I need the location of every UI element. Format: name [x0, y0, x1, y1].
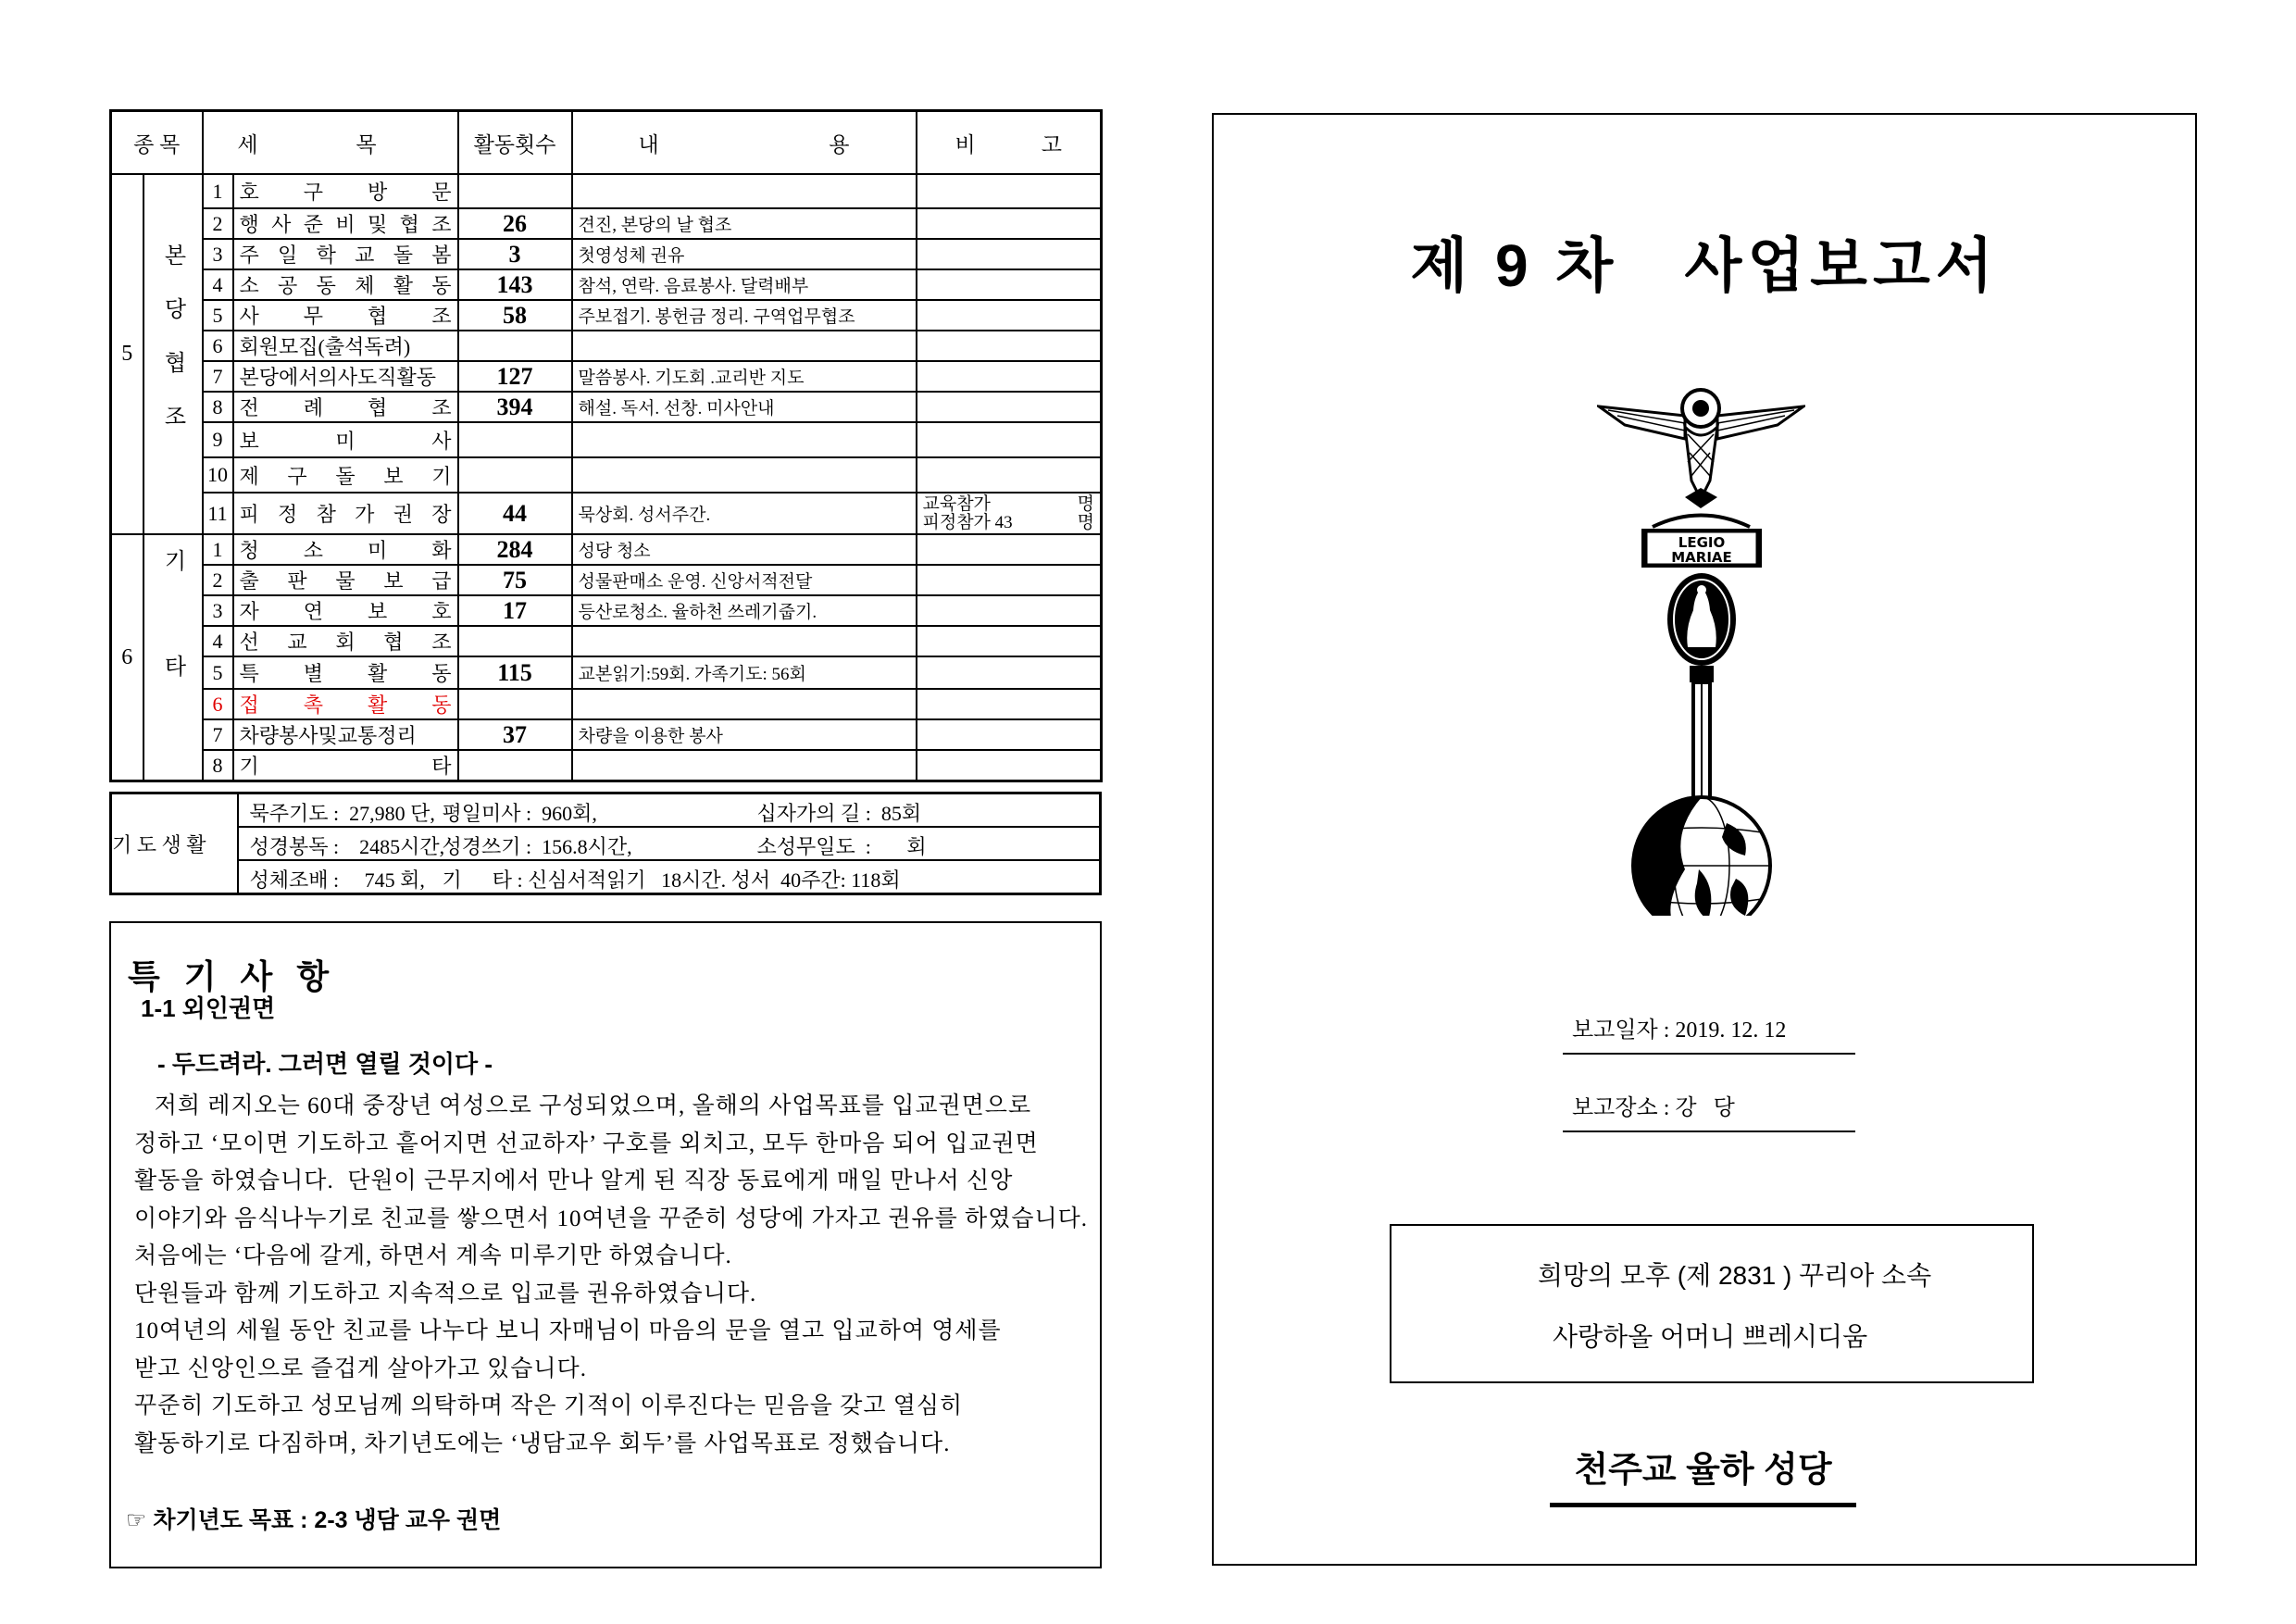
row-count: 75	[458, 565, 572, 595]
row-content	[572, 331, 917, 361]
row-count: 37	[458, 719, 572, 750]
table-row	[111, 534, 1102, 565]
notes-line: 꾸준히 기도하고 성모님께 의탁하며 작은 기적이 이루진다는 믿음을 갖고 열심히	[134, 1393, 964, 1418]
row-note	[917, 689, 1102, 719]
row-item: 출 판 물 보 급	[233, 565, 458, 595]
row-index: 10	[203, 457, 233, 493]
row-note	[917, 269, 1102, 300]
report-title: 제 9 차 사업보고서	[1410, 232, 1999, 299]
row-note	[917, 626, 1102, 656]
table-row	[111, 457, 1102, 493]
header-count: 활동횟수	[458, 111, 572, 175]
row-count	[458, 331, 572, 361]
row-content: 참석, 연락. 음료봉사. 달력배부	[572, 269, 917, 300]
row-count	[458, 750, 572, 781]
row-count: 394	[458, 392, 572, 422]
table-row	[111, 595, 1102, 626]
prayer-stat: 성경봉독 : 2485시간,	[249, 835, 445, 858]
row-item: 선 교 회 협 조	[233, 626, 458, 656]
table-row	[111, 689, 1102, 719]
activity-table	[109, 109, 1103, 782]
row-note	[917, 300, 1102, 331]
prayer-stat: 묵주기도 : 27,980 단,	[249, 802, 435, 825]
row-index: 4	[203, 269, 233, 300]
notes-line: 이야기와 음식나누기로 친교를 쌓으면서 10여년을 꾸준히 성당에 가자고 권유를 하였습니다.	[134, 1206, 1089, 1231]
table-row	[111, 565, 1102, 595]
row-note	[917, 457, 1102, 493]
row-content	[572, 457, 917, 493]
notes-line: 받고 신앙인으로 즐겁게 살아가고 있습니다.	[134, 1355, 587, 1381]
header-item: 세 목	[203, 111, 458, 175]
row-note	[917, 719, 1102, 750]
table-header	[111, 111, 1102, 175]
notes-line: 저희 레지오는 60대 중장년 여성으로 구성되었으며, 올해의 사업목표를 입교권면으로	[134, 1093, 1032, 1118]
row-content	[572, 750, 917, 781]
table-row	[111, 300, 1102, 331]
prayer-cell	[238, 827, 1101, 860]
row-item: 호 구 방 문	[233, 174, 458, 208]
header-content: 내 용	[572, 111, 917, 175]
row-content	[572, 626, 917, 656]
row-count	[458, 626, 572, 656]
group-name	[144, 174, 203, 534]
row-index: 8	[203, 392, 233, 422]
row-index: 1	[203, 174, 233, 208]
svg-text:MARIAE: MARIAE	[1671, 549, 1732, 566]
group-number: 5	[111, 174, 144, 534]
notes-body	[134, 1088, 1106, 1463]
row-note	[917, 392, 1102, 422]
legio-mariae-emblem-icon	[1597, 388, 1805, 916]
notes-line: 활동하기로 다짐하며, 차기년도에는 ‘냉담교우 회두’를 사업목표로 정했습니다.	[134, 1430, 951, 1456]
report-place: 보고장소 : 강 당	[1563, 1089, 1855, 1132]
row-content: 말씀봉사. 기도회 .교리반 지도	[572, 361, 917, 392]
curia-affiliation: 희망의 모후 (제 2831 ) 꾸리아 소속	[1538, 1261, 1932, 1290]
header-category: 종 목	[111, 111, 203, 175]
row-index: 6	[203, 689, 233, 719]
row-content	[572, 689, 917, 719]
row-content: 해설. 독서. 선창. 미사안내	[572, 392, 917, 422]
table-row	[111, 269, 1102, 300]
row-content: 견진, 본당의 날 협조	[572, 208, 917, 239]
row-item: 청 소 미 화	[233, 534, 458, 565]
row-index: 5	[203, 300, 233, 331]
row-content: 등산로청소. 율하천 쓰레기줍기.	[572, 595, 917, 626]
prayer-stat: 성체조배 : 745 회,	[249, 868, 425, 892]
row-index: 3	[203, 239, 233, 269]
row-index: 6	[203, 331, 233, 361]
row-content: 첫영성체 권유	[572, 239, 917, 269]
row-content: 차량을 이용한 봉사	[572, 719, 917, 750]
row-index: 4	[203, 626, 233, 656]
notes-line: 처음에는 ‘다음에 갈게, 하면서 계속 미루기만 하였습니다.	[134, 1243, 732, 1268]
row-item: 회원모집(출석독려)	[233, 331, 458, 361]
prayer-row	[111, 860, 1101, 894]
row-item: 행 사 준 비 및 협 조	[233, 208, 458, 239]
row-count: 26	[458, 208, 572, 239]
table-row	[111, 656, 1102, 689]
row-content: 묵상회. 성서주간.	[572, 493, 917, 534]
row-note	[917, 174, 1102, 208]
row-index: 5	[203, 656, 233, 689]
row-index: 11	[203, 493, 233, 534]
row-content: 성당 청소	[572, 534, 917, 565]
row-index: 2	[203, 565, 233, 595]
next-year-goal	[126, 1502, 501, 1535]
table-row	[111, 626, 1102, 656]
row-item: 주 일 학 교 돌 봄	[233, 239, 458, 269]
row-content: 주보접기. 봉헌금 정리. 구역업무협조	[572, 300, 917, 331]
prayer-stat: 기 타 : 신심서적읽기 18시간. 성서 40주간: 118회	[442, 868, 901, 892]
row-item: 전 례 협 조	[233, 392, 458, 422]
row-item: 보 미 사	[233, 422, 458, 457]
row-count: 284	[458, 534, 572, 565]
row-item: 접 촉 활 동	[233, 689, 458, 719]
row-item: 소 공 동 체 활 동	[233, 269, 458, 300]
prayer-cell	[238, 793, 1101, 828]
row-note	[917, 565, 1102, 595]
row-item: 본당에서의사도직활동	[233, 361, 458, 392]
row-item: 피 정 참 가 권 장	[233, 493, 458, 534]
prayer-row	[111, 793, 1101, 828]
notes-line: 정하고 ‘모이면 기도하고 흩어지면 선교하자’ 구호를 외치고, 모두 한마음 되어 입교권면	[134, 1131, 1039, 1156]
pointing-hand-icon: ☞	[126, 1507, 154, 1533]
table-row	[111, 174, 1102, 208]
prayer-stat: 소성무일도 : 회	[756, 835, 927, 858]
table-row	[111, 750, 1102, 781]
row-note	[917, 239, 1102, 269]
row-index: 7	[203, 361, 233, 392]
row-content	[572, 174, 917, 208]
row-note	[917, 331, 1102, 361]
goal-text: 차기년도 목표 : 2-3 냉담 교우 권면	[153, 1507, 502, 1533]
row-note	[917, 493, 1102, 534]
prayer-stat: 성경쓰기 : 156.8시간,	[442, 835, 632, 858]
special-notes-box	[109, 921, 1102, 1568]
row-index: 7	[203, 719, 233, 750]
row-item: 특 별 활 동	[233, 656, 458, 689]
row-note	[917, 534, 1102, 565]
group-number: 6	[111, 534, 144, 781]
row-item: 자 연 보 호	[233, 595, 458, 626]
row-count: 143	[458, 269, 572, 300]
row-count	[458, 174, 572, 208]
prayer-stat: 평일미사 : 960회,	[442, 802, 597, 825]
prayer-life-table	[109, 792, 1102, 895]
prayer-row	[111, 827, 1101, 860]
group-name-text: 본당협조	[160, 244, 184, 458]
prayer-cell	[238, 860, 1101, 894]
group-name-text: 기타	[160, 548, 184, 760]
table-row	[111, 392, 1102, 422]
header-note: 비 고	[917, 111, 1102, 175]
row-count: 44	[458, 493, 572, 534]
row-count: 58	[458, 300, 572, 331]
row-note	[917, 750, 1102, 781]
table-row	[111, 719, 1102, 750]
report-date: 보고일자 : 2019. 12. 12	[1563, 1011, 1855, 1055]
row-count: 17	[458, 595, 572, 626]
notes-title: 특 기 사 항	[128, 957, 337, 995]
row-index: 8	[203, 750, 233, 781]
notes-motto: - 두드려라. 그러면 열릴 것이다 -	[157, 1050, 493, 1078]
table-row	[111, 493, 1102, 534]
row-note	[917, 656, 1102, 689]
row-count: 3	[458, 239, 572, 269]
row-note	[917, 422, 1102, 457]
notes-line: 10여년의 세월 동안 친교를 나누다 보니 자매님이 마음의 문을 열고 입교하여 영세를	[134, 1318, 1002, 1343]
note-line: 피정참가 43 명	[922, 512, 1094, 532]
prayer-label: 기 도 생 활	[111, 793, 238, 894]
row-index: 9	[203, 422, 233, 457]
row-count	[458, 457, 572, 493]
praesidium-name: 사랑하올 어머니 쁘레시디움	[1553, 1322, 1868, 1351]
row-content	[572, 422, 917, 457]
table-row	[111, 331, 1102, 361]
cover-page	[1212, 113, 2197, 1566]
row-content: 성물판매소 운영. 신앙서적전달	[572, 565, 917, 595]
row-content: 교본읽기:59회. 가족기도: 56회	[572, 656, 917, 689]
notes-line: 단원들과 함께 기도하고 지속적으로 입교를 권유하였습니다.	[134, 1280, 757, 1306]
row-item: 기 타	[233, 750, 458, 781]
row-note	[917, 361, 1102, 392]
row-count	[458, 689, 572, 719]
row-index: 1	[203, 534, 233, 565]
row-count: 115	[458, 656, 572, 689]
row-count	[458, 422, 572, 457]
row-note	[917, 595, 1102, 626]
row-note	[917, 208, 1102, 239]
group-name	[144, 534, 203, 781]
row-count: 127	[458, 361, 572, 392]
table-row	[111, 208, 1102, 239]
note-line: 교육참가 명	[922, 493, 1094, 514]
table-row	[111, 422, 1102, 457]
notes-line: 활동을 하였습니다. 단원이 근무지에서 만나 알게 된 직장 동료에게 매일 만나서 신앙	[134, 1168, 1014, 1193]
prayer-stat: 십자가의 길 : 85회	[756, 802, 922, 825]
notes-subtitle: 1-1 외인권면	[141, 994, 276, 1022]
svg-text:LEGIO: LEGIO	[1678, 534, 1726, 551]
table-row	[111, 239, 1102, 269]
table-row	[111, 361, 1102, 392]
organization-box	[1390, 1224, 2034, 1383]
row-item: 사 무 협 조	[233, 300, 458, 331]
row-item: 제 구 돌 보 기	[233, 457, 458, 493]
row-item: 차량봉사및교통정리	[233, 719, 458, 750]
row-index: 3	[203, 595, 233, 626]
parish-name: 천주교 율하 성당	[1550, 1441, 1856, 1507]
row-index: 2	[203, 208, 233, 239]
